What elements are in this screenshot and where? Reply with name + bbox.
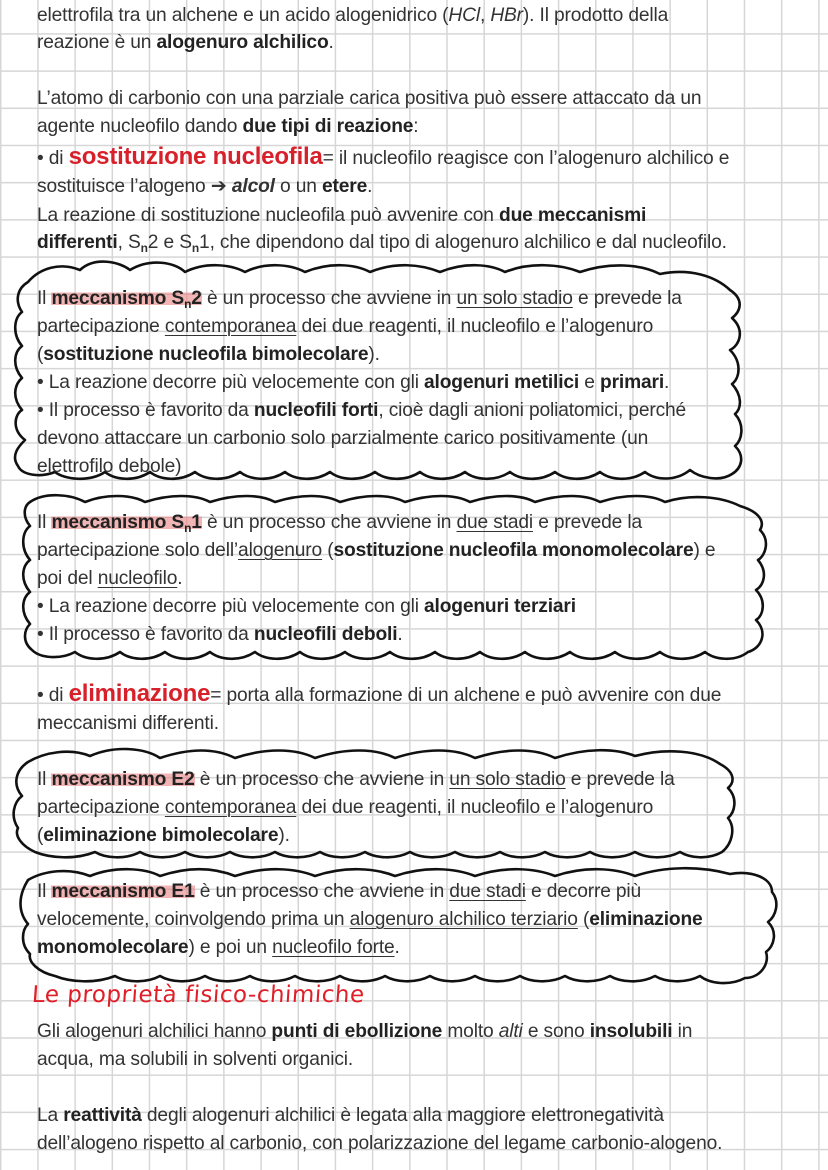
formula-hcl: HCl	[448, 5, 480, 26]
text: meccanismo S	[51, 512, 185, 533]
sn2-bullet-2	[37, 397, 686, 425]
text: dei due reagenti, il nucleofilo e l’alogenuro	[296, 316, 654, 337]
highlight-sn2	[51, 288, 201, 309]
bold-term: alogenuri terziari	[424, 596, 576, 617]
underlined-term: due stadi	[456, 512, 534, 533]
text: è un processo che avviene in	[194, 881, 450, 902]
para2-line-1: L’atomo di carbonio con una parziale carica positiva può essere attaccato da un	[37, 88, 702, 109]
sn1-line-1	[37, 509, 642, 538]
sn2-line-3	[37, 341, 380, 369]
underlined-term: due stadi	[449, 881, 526, 902]
text: e prevede la	[533, 512, 643, 533]
bold-term: eliminazione	[589, 909, 703, 930]
text: .	[367, 176, 373, 197]
bullet: • di	[37, 685, 69, 706]
bold-term: eliminazione bimolecolare	[43, 825, 279, 846]
substitution-line-4	[37, 229, 727, 258]
text: è un processo che avviene in	[194, 769, 450, 790]
formula-hbr: HBr	[490, 5, 523, 26]
text: sostituisce l’alogeno ➔	[37, 176, 232, 197]
text: ) e	[693, 540, 716, 561]
e2-line-1	[37, 766, 675, 794]
text: Il	[37, 881, 52, 902]
properties-line-1	[37, 1018, 692, 1046]
text: dei due reagenti, il nucleofilo e l’alogenuro	[296, 797, 654, 818]
section-title-substitution: sostituzione nucleofila	[68, 143, 323, 170]
text: • Il processo è favorito da	[37, 624, 254, 645]
handwritten-heading-properties: Le proprietà fisico-chimiche	[31, 982, 366, 1008]
text: o un	[274, 176, 322, 197]
underlined-term: contemporanea	[164, 797, 297, 818]
bold-term: reattività	[63, 1105, 142, 1126]
bold-term: nucleofili deboli	[253, 624, 398, 645]
section-title-elimination: eliminazione	[68, 680, 211, 707]
text: .	[328, 32, 334, 53]
highlight-e1: meccanismo E1	[51, 881, 195, 902]
text: La reazione di sostituzione nucleofila può avvenire con	[37, 205, 499, 226]
underlined-term: un solo stadio	[449, 769, 566, 790]
text: partecipazione	[37, 797, 165, 818]
text: Gli alogenuri alchilici hanno	[37, 1021, 272, 1042]
text: degli alogenuri alchilici è legata alla maggiore elettronegatività	[141, 1105, 664, 1126]
text: partecipazione solo dell’	[37, 540, 239, 561]
text: Il	[37, 512, 52, 533]
properties-line-3	[37, 1102, 664, 1130]
sn2-line-1	[37, 285, 682, 314]
bold-term: alogenuri metilici	[424, 372, 580, 393]
text: (	[37, 825, 44, 846]
underlined-term: alogenuro	[238, 540, 323, 561]
text: e	[579, 372, 600, 393]
text: , S	[117, 232, 141, 253]
bold-term: due meccanismi	[499, 205, 647, 226]
text: elettrofila tra un alchene e un acido alogenidrico (	[37, 5, 449, 26]
text: (	[37, 344, 44, 365]
text: .	[397, 624, 403, 645]
text: è un processo che avviene in	[201, 512, 457, 533]
text: 2 e S	[147, 232, 192, 253]
sn2-line-6: devono attaccare un carbonio solo parzialmente carico positivamente (un	[37, 428, 649, 449]
text: ).	[278, 825, 290, 846]
properties-line-4: dell’alogeno rispetto al carbonio, con polarizzazione del legame carbonio-alogeno.	[37, 1133, 723, 1154]
text: , cioè dagli anioni poliatomici, perché	[378, 400, 687, 421]
e1-line-2	[37, 906, 703, 934]
sn2-line-7: elettrofilo debole)	[37, 456, 182, 477]
underlined-term: contemporanea	[164, 316, 297, 337]
text: meccanismo S	[51, 288, 185, 309]
text: La	[37, 1105, 64, 1126]
bold-term: primari	[600, 372, 664, 393]
bold-term: monomolecolare	[37, 937, 189, 958]
bold-term: insolubili	[589, 1021, 673, 1042]
intro-line-2	[37, 29, 334, 57]
text: molto	[442, 1021, 499, 1042]
sn2-line-2	[37, 313, 653, 341]
e1-line-1	[37, 878, 641, 906]
text: ,	[479, 5, 491, 26]
text: ).	[368, 344, 380, 365]
text: = il nucleofilo reagisce con l’alogenuro alchilico e	[322, 148, 730, 169]
bold-term: sostituzione nucleofila bimolecolare	[43, 344, 369, 365]
text: :	[413, 116, 419, 137]
text: • La reazione decorre più velocemente con gli	[37, 596, 424, 617]
e1-line-3	[37, 934, 400, 962]
intro-line-1	[37, 2, 668, 30]
underlined-term: nucleofilo forte	[272, 937, 395, 958]
text: = porta alla formazione di un alchene e può avvenire con due	[210, 685, 722, 706]
sn1-bullet-1	[37, 593, 576, 621]
sn1-bullet-2	[37, 621, 403, 649]
bold-term: due tipi di reazione	[242, 116, 414, 137]
e2-line-2	[37, 794, 653, 822]
text: .	[177, 568, 183, 589]
elimination-heading-line	[37, 680, 721, 710]
subscript: n	[140, 241, 148, 255]
para2-line-2	[37, 113, 418, 141]
bold-term: etere	[321, 176, 368, 197]
text: • Il processo è favorito da	[37, 400, 254, 421]
text: .	[394, 937, 400, 958]
bold-term: punti di ebollizione	[271, 1021, 443, 1042]
text: agente nucleofilo dando	[37, 116, 243, 137]
e2-line-3	[37, 822, 290, 850]
text: velocemente, coinvolgendo prima un	[37, 909, 350, 930]
text: (	[577, 909, 590, 930]
highlight-sn1	[51, 512, 201, 533]
text: 2	[191, 288, 202, 309]
properties-line-2: acqua, ma solubili in solventi organici.	[37, 1049, 354, 1070]
substitution-line-3	[37, 202, 646, 230]
elimination-line-2: meccanismi differenti.	[37, 713, 219, 734]
bullet: • di	[37, 148, 69, 169]
sn2-bullet-1	[37, 369, 669, 397]
text: ) e poi un	[188, 937, 273, 958]
text: in	[672, 1021, 693, 1042]
substitution-heading-line	[37, 143, 729, 173]
bold-term: differenti	[37, 232, 118, 253]
underlined-term: alogenuro alchilico terziario	[349, 909, 578, 930]
text: Il	[37, 288, 52, 309]
bold-term: sostituzione nucleofila monomolecolare	[333, 540, 694, 561]
text: • La reazione decorre più velocemente con gli	[37, 372, 424, 393]
text: poi del	[37, 568, 98, 589]
text: reazione è un	[37, 32, 157, 53]
text: (	[322, 540, 334, 561]
text: e decorre più	[525, 881, 642, 902]
text: ). Il prodotto della	[522, 5, 669, 26]
italic-term: alti	[498, 1021, 523, 1042]
highlight-e2: meccanismo E2	[51, 769, 195, 790]
text: e prevede la	[572, 288, 682, 309]
substitution-line-2	[37, 173, 372, 201]
italic-term: alcol	[231, 176, 275, 197]
sn1-line-3	[37, 565, 182, 593]
text: Il	[37, 769, 52, 790]
bold-term: alogenuro alchilico	[156, 32, 329, 53]
text: 1	[191, 512, 202, 533]
underlined-term: nucleofilo	[97, 568, 178, 589]
sn1-line-2	[37, 537, 715, 565]
underlined-term: un solo stadio	[456, 288, 573, 309]
text: partecipazione	[37, 316, 165, 337]
subscript: n	[184, 521, 192, 535]
subscript: n	[184, 297, 192, 311]
text: e prevede la	[565, 769, 675, 790]
text: e sono	[522, 1021, 590, 1042]
bold-term: nucleofili forti	[253, 400, 379, 421]
subscript: n	[191, 241, 200, 255]
text: è un processo che avviene in	[201, 288, 457, 309]
text: 1, che dipendono dal tipo di alogenuro alchilico e dal nucleofilo.	[199, 232, 727, 253]
text: .	[664, 372, 670, 393]
